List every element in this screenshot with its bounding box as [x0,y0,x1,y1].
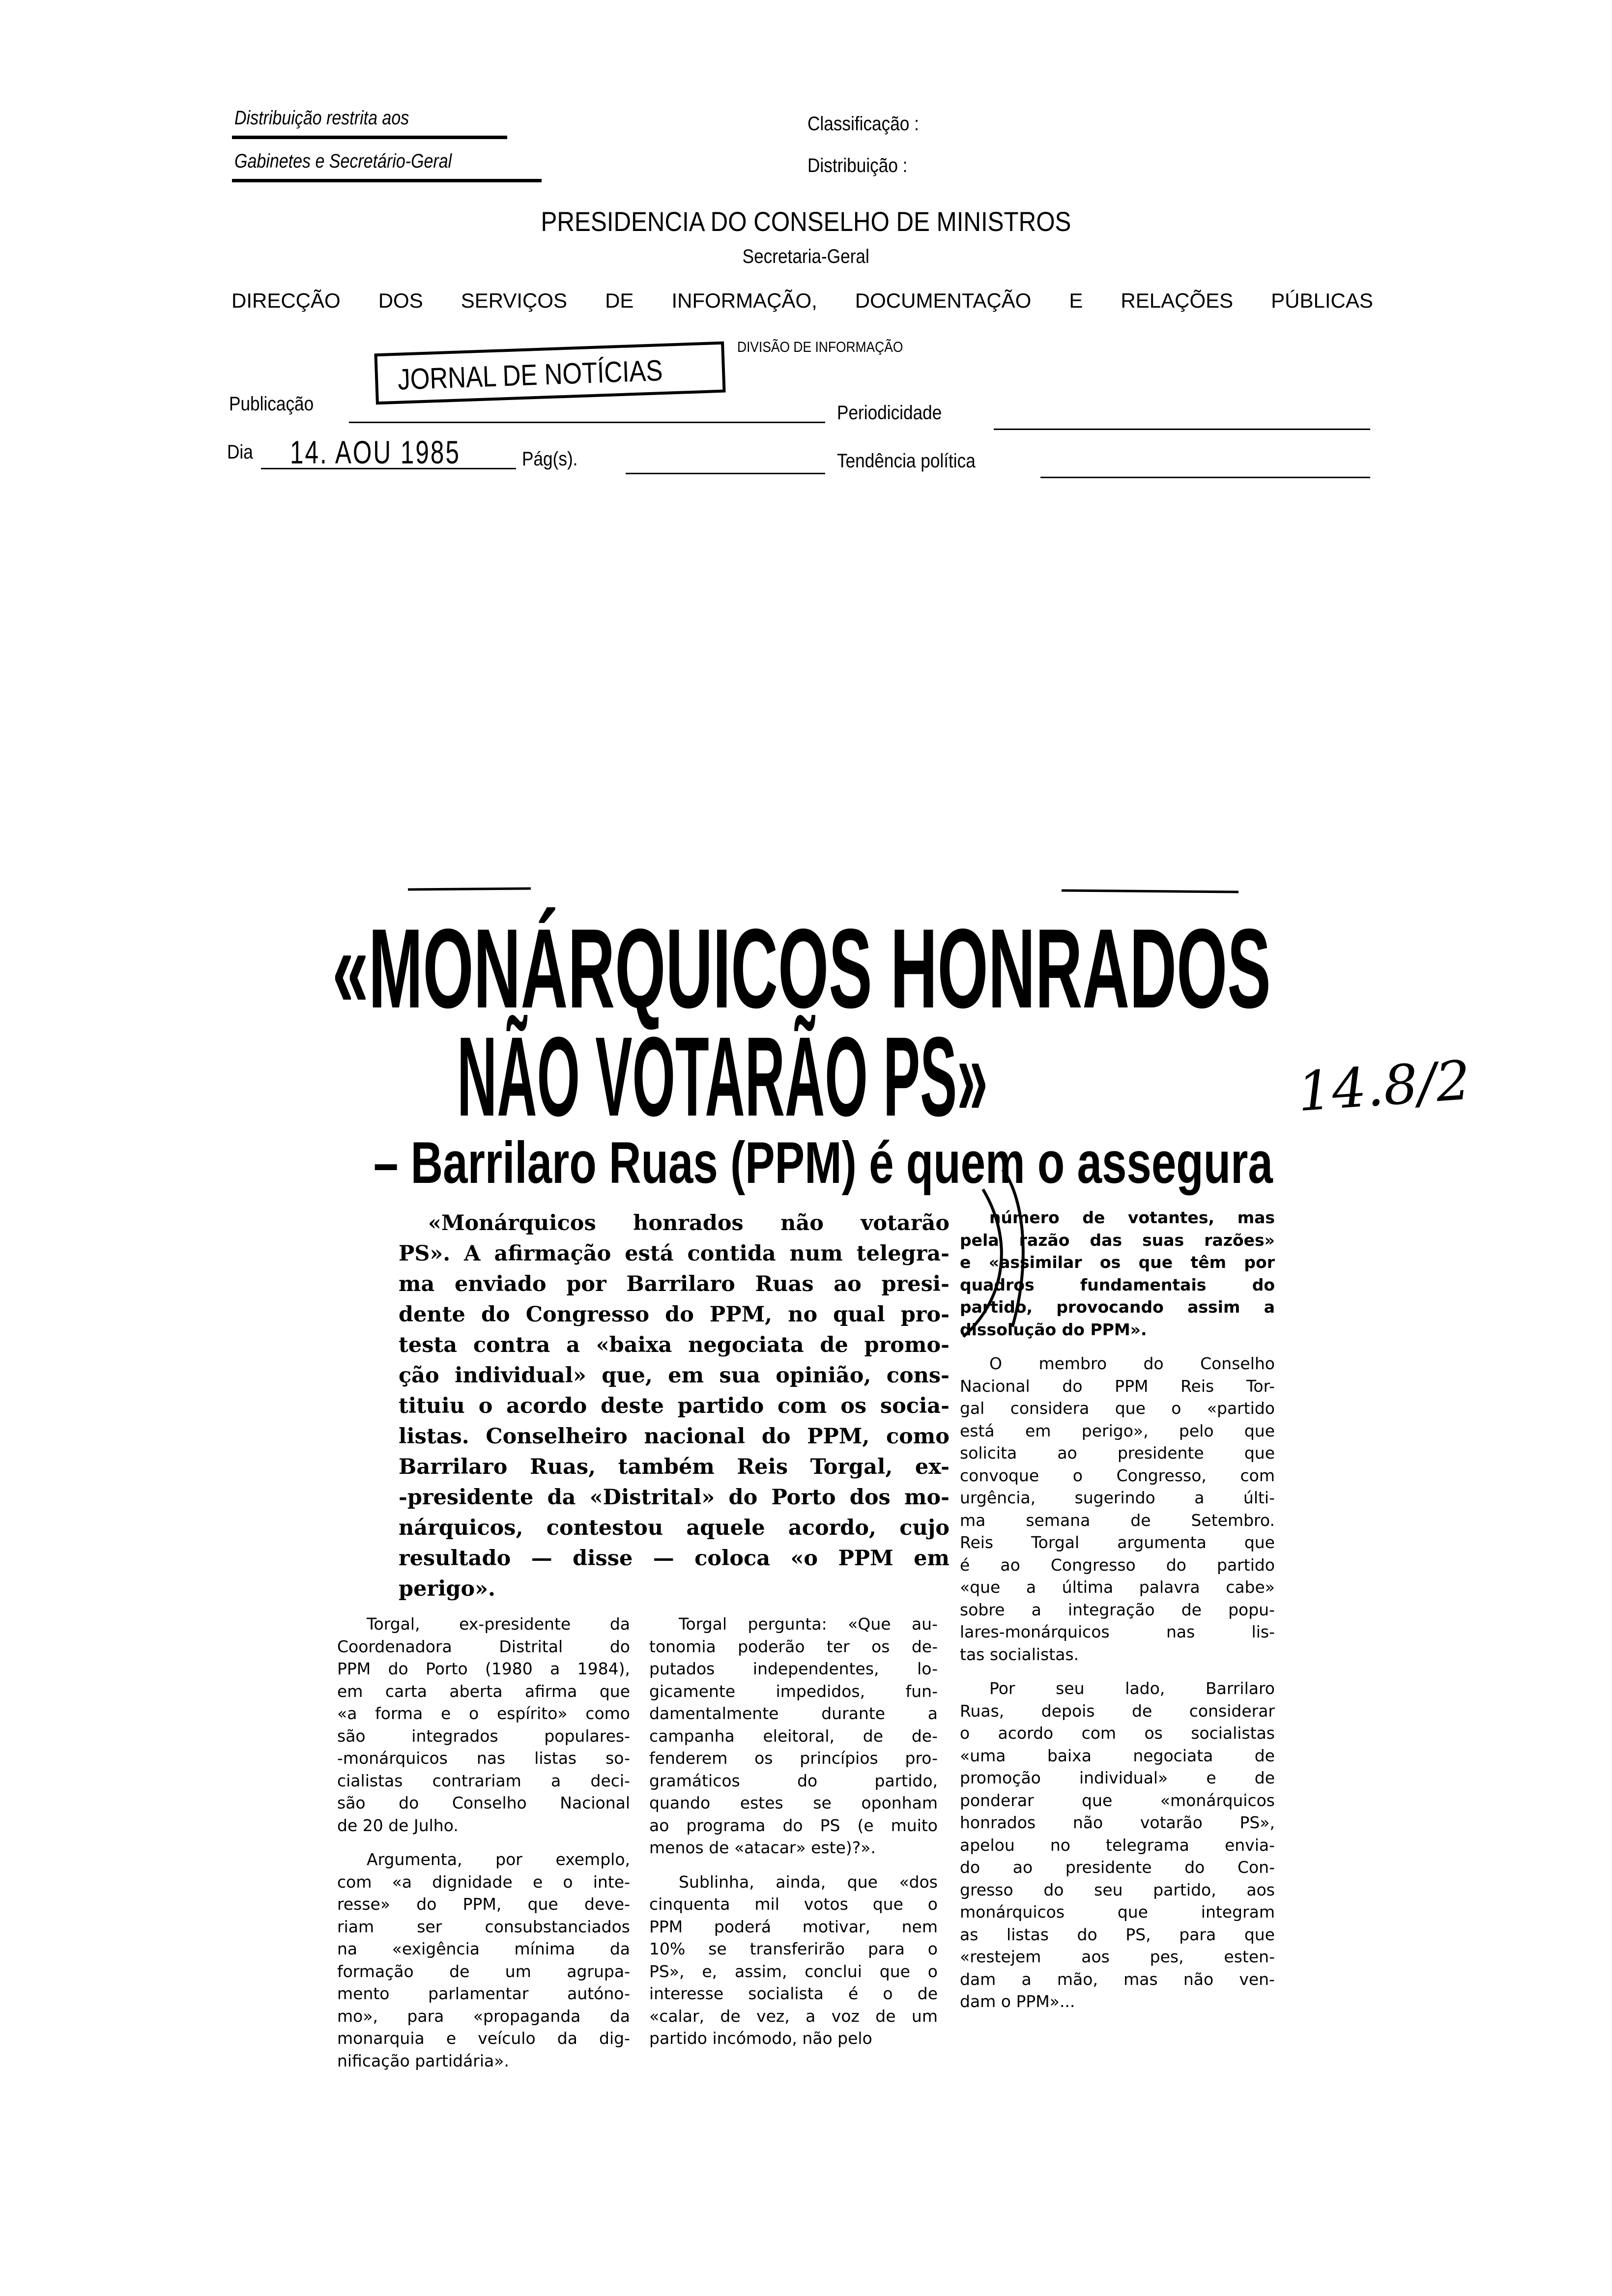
text-line: dente do Congresso do PPM, no qual pro- [399,1302,950,1327]
headline-line-2: NÃO VOTARÃO PS» [457,1013,988,1140]
text-line: putados independentes, lo- [649,1659,938,1678]
text-line: ção individual» que, em sua opinião, cons- [399,1363,950,1388]
column-1 [337,1613,630,2072]
text-line: riam ser consubstanciados [337,1917,630,1936]
directorate-word: DOCUMENTAÇÃO [855,289,1032,312]
text-line: PS». A afirmação está contida num telegra- [399,1241,950,1266]
subheadline: – Barrilaro Ruas (PPM) é quem o assegura [374,1130,1273,1196]
text-line: perigo». [399,1577,496,1601]
text-line: de 20 de Julho. [337,1815,459,1835]
text-line: resultado — disse — coloca «o PPM em [399,1546,950,1571]
text-line: Reis Torgal argumenta que [960,1533,1275,1552]
text-line: listas. Conselheiro nacional do PPM, como [399,1424,950,1449]
text-line: -monárquicos nas listas so- [337,1749,630,1768]
text-line: tas socialistas. [960,1644,1079,1664]
division-label: DIVISÃO DE INFORMAÇÃO [737,339,903,355]
text-line: PPM do Porto (1980 a 1984), [337,1659,630,1678]
text-line: damentalmente durante a [649,1704,938,1723]
text-line: PPM poderá motivar, nem [649,1917,938,1936]
text-line: 10% se transferirão para o [649,1939,938,1958]
text-line: sobre a integração de popu- [960,1600,1275,1619]
text-line: número de votantes, mas [989,1208,1275,1227]
periodicity-label: Periodicidade [837,402,942,424]
date-stamp: 14. AOU 1985 [290,434,461,470]
rule [408,889,531,890]
directorate-word: SERVIÇOS [461,289,568,312]
text-line: são do Conselho Nacional [337,1793,630,1812]
text-line: mo», para «propaganda da [337,2006,630,2026]
text-line: «a forma e o espírito» como [337,1704,630,1723]
text-line: Nacional do PPM Reis Tor- [960,1376,1275,1396]
text-line: apelou no telegrama envia- [960,1835,1275,1855]
text-line: monarquia e veículo da dig- [337,2029,630,2048]
subheadline-box [374,1132,1563,1194]
headline-line-1: «MONÁRQUICOS HONRADOS [332,905,1271,1032]
text-line: gramáticos do partido, [649,1771,938,1790]
text-line: O membro do Conselho [989,1354,1275,1373]
text-line: pela razão das suas razões» [960,1230,1275,1250]
text-line: do ao presidente do Con- [960,1858,1275,1877]
text-line: «que a última palavra cabe» [960,1578,1275,1597]
text-line: Coordenadora Distrital do [337,1636,630,1656]
text-line: lares-monárquicos nas lis- [960,1622,1275,1641]
text-line: PS», e, assim, conclui que o [649,1961,938,1981]
column-3 [960,1206,1275,2013]
text-line: quadros fundamentais do [960,1275,1275,1294]
text-line: Sublinha, ainda, que «dos [679,1872,938,1892]
text-line: Ruas, depois de considerar [960,1701,1275,1721]
handwritten-note: 14.8/2 [1295,1048,1473,1124]
text-line: Torgal pergunta: «Que au- [679,1614,938,1634]
org-title-text: PRESIDENCIA DO CONSELHO DE MINISTROS [541,206,1071,237]
text-line: mento parlamentar autóno- [337,1984,630,2003]
column-2 [649,1613,938,2050]
text-line: é ao Congresso do partido [960,1555,1275,1575]
pages-label: Pág(s). [522,448,578,470]
text-line: Barrilaro Ruas, também Reis Torgal, ex- [399,1455,950,1479]
text-line: está em perigo», pelo que [960,1421,1275,1440]
text-line: dissolução do PPM». [960,1320,1147,1339]
text-line: «Monárquicos honrados não votarão [428,1211,950,1235]
text-line: solicita ao presidente que [960,1443,1275,1463]
text-line: dam o PPM»... [960,1992,1075,2011]
publication-label: Publicação [229,393,314,415]
text-line: Torgal, ex-presidente da [367,1614,630,1634]
text-line: cialistas contrariam a deci- [337,1771,630,1790]
text-line: tonomia poderão ter os de- [649,1636,938,1656]
text-line: partido incómodo, não pelo [649,2029,872,2048]
text-line: -presidente da «Distrital» do Porto dos mo- [399,1485,950,1510]
text-line: cinquenta mil votos que o [649,1894,938,1914]
text-line: campanha eleitoral, de de- [649,1726,938,1746]
directorate-word: E [1069,289,1083,312]
text-line: gresso do seu partido, aos [960,1880,1275,1899]
directorate-word: DE [605,289,634,312]
publication-stamp-text: JORNAL DE NOTÍCIAS [397,354,663,396]
distribution-note-1: Distribuição restrita aos [234,107,409,129]
text-line: tituiu o acordo deste partido com os socia- [399,1394,950,1418]
text-line: ponderar que «monárquicos [960,1790,1275,1810]
directorate-word: DOS [378,289,423,312]
classification-label: Classificação : [807,113,919,135]
text-line: são integrados populares- [337,1726,630,1746]
text-line: na «exigência mínima da [337,1939,630,1958]
text-line: nárquicos, contestou aquele acordo, cujo [399,1516,950,1540]
text-line: convoque o Congresso, com [960,1465,1275,1485]
text-line: testa contra a «baixa negociata de promo- [399,1333,950,1357]
directorate-word: RELAÇÕES [1121,289,1234,312]
paragraph-gap [960,1665,1275,1677]
rule [1062,890,1238,892]
text-line: honrados não votarão PS», [960,1813,1275,1832]
text-line: resse» do PPM, que deve- [337,1894,630,1914]
org-subtitle-text: Secretaria-Geral [742,246,870,267]
paragraph-gap [960,1341,1275,1352]
text-line: «restejem aos pes, esten- [960,1947,1275,1966]
text-line: o acordo com os socialistas [960,1723,1275,1743]
directorate-word: PÚBLICAS [1271,289,1373,312]
text-line: promoção individual» e de [960,1768,1275,1787]
text-line: ao programa do PS (e muito [649,1815,938,1835]
text-line: com «a dignidade e o inte- [337,1872,630,1892]
political-tendency-label: Tendência política [837,450,976,472]
text-line: formação de um agrupa- [337,1961,630,1981]
text-line: menos de «atacar» este)?». [649,1838,876,1857]
text-line: fenderem os princípios pro- [649,1749,938,1768]
text-line: Por seu lado, Barrilaro [989,1679,1275,1698]
day-label: Dia [227,441,253,463]
text-line: gal considera que o «partido [960,1399,1275,1418]
lead-paragraph [399,1208,950,1604]
text-line: gicamente impedidos, fun- [649,1681,938,1701]
text-line: «uma baixa negociata de [960,1746,1275,1765]
paragraph-gap [337,1837,630,1848]
text-line: ma semana de Setembro. [960,1510,1275,1530]
text-line: nificação partidária». [337,2051,509,2070]
text-line: e «assimilar os que têm por [960,1253,1275,1272]
text-line: ma enviado por Barrilaro Ruas ao presi- [399,1272,950,1296]
text-line: em carta aberta afirma que [337,1681,630,1701]
text-line: interesse socialista é o de [649,1984,938,2003]
text-line: dam a mão, mas não ven- [960,1969,1275,1989]
text-line: urgência, sugerindo a últi- [960,1488,1275,1507]
text-line: «calar, de vez, a voz de um [649,2006,938,2026]
headline-line-1-box [332,905,1612,1032]
text-line: partido, provocando assim a [960,1297,1275,1317]
text-line: Argumenta, por exemplo, [367,1850,630,1869]
distribution-label: Distribuição : [807,155,908,176]
text-line: quando estes se oponham [649,1793,938,1812]
directorate-word: INFORMAÇÃO, [671,289,817,312]
distribution-note-2: Gabinetes e Secretário-Geral [234,150,452,172]
text-line: as listas do PS, para que [960,1924,1275,1944]
text-line: monárquicos que integram [960,1902,1275,1922]
directorate-word: DIRECÇÃO [231,289,341,312]
paragraph-gap [649,1859,938,1871]
